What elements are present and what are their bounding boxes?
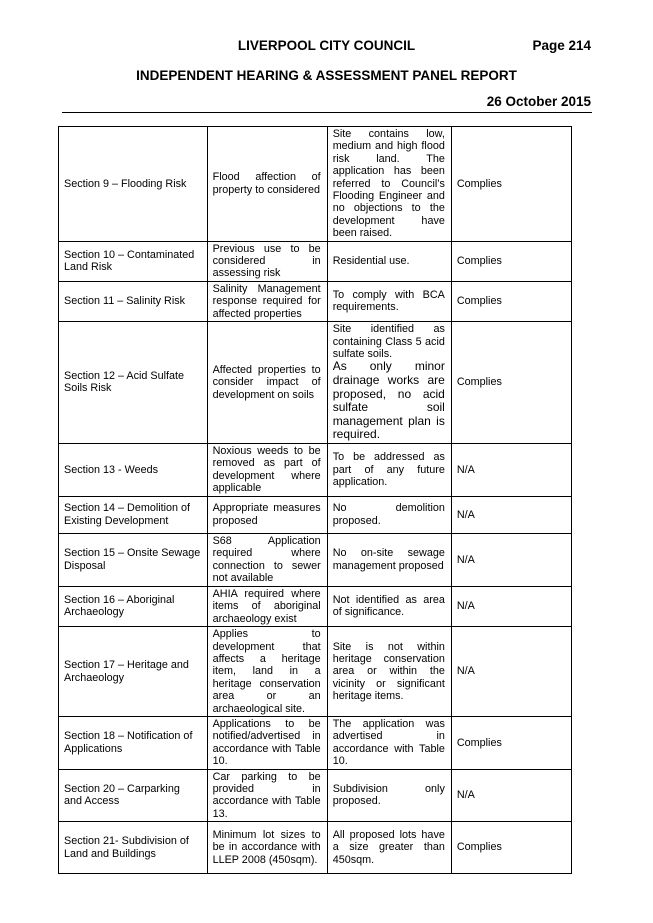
comment-cell: Site identified as containing Class 5 acid sulfate soils. As only minor drainage works are proposed, no acid sulfate soil management plan is required.: [327, 322, 451, 444]
comment-cell: All proposed lots have a size greater than 450sqm.: [327, 822, 451, 874]
report-date: 26 October 2015: [486, 94, 591, 109]
status-cell: N/A: [451, 443, 571, 496]
table-row: [59, 822, 572, 874]
section-cell: Section 13 - Weeds: [59, 443, 208, 496]
comment-cell: Not identified as area of significance.: [327, 586, 451, 626]
requirement-cell: S68 Application required where connection to sewer not available: [207, 533, 327, 586]
table-row: [59, 322, 572, 444]
requirement-cell: Salinity Management response required for affected properties: [207, 281, 327, 321]
status-cell: Complies: [451, 281, 571, 321]
status-cell: Complies: [451, 822, 571, 874]
comment-cell: The application was advertised in accordance with Table 10.: [327, 716, 451, 769]
requirement-cell: Applications to be notified/advertised in accordance with Table 10.: [207, 716, 327, 769]
table-row: [59, 443, 572, 496]
council-name: LIVERPOOL CITY COUNCIL: [237, 38, 416, 53]
table-row: [59, 586, 572, 626]
requirement-cell: Car parking to be provided in accordance with Table 13.: [207, 769, 327, 822]
comment-cell: Residential use.: [327, 241, 451, 281]
page-number: Page 214: [532, 38, 591, 53]
status-cell: N/A: [451, 496, 571, 533]
comment-cell: Site contains low, medium and high flood risk land. The application has been referred to Council’s Flooding Engineer and no objections to the development have been raised.: [327, 127, 451, 242]
requirement-cell: Previous use to be considered in assessing risk: [207, 241, 327, 281]
comment-cell: No demolition proposed.: [327, 496, 451, 533]
section-cell: Section 18 – Notification of Applications: [59, 716, 208, 769]
status-cell: N/A: [451, 533, 571, 586]
section-cell: Section 14 – Demolition of Existing Development: [59, 496, 208, 533]
comment-cell: No on-site sewage management proposed: [327, 533, 451, 586]
table-row: [59, 241, 572, 281]
section-cell: Section 15 – Onsite Sewage Disposal: [59, 533, 208, 586]
table-row: [59, 281, 572, 321]
status-cell: Complies: [451, 716, 571, 769]
requirement-cell: Flood affection of property to considered: [207, 127, 327, 242]
header-rule: [62, 112, 592, 113]
comment-cell: Site is not within heritage conservation area or within the vicinity or significant heritage items.: [327, 627, 451, 717]
section-cell: Section 10 – Contaminated Land Risk: [59, 241, 208, 281]
comment-cell: Subdivision only proposed.: [327, 769, 451, 822]
status-cell: Complies: [451, 322, 571, 444]
table-row: [59, 716, 572, 769]
table-row: [59, 533, 572, 586]
comment-cell: To be addressed as part of any future application.: [327, 443, 451, 496]
table-row: [59, 496, 572, 533]
table-row: [59, 769, 572, 822]
comment-cell: To comply with BCA requirements.: [327, 281, 451, 321]
status-cell: N/A: [451, 586, 571, 626]
section-cell: Section 11 – Salinity Risk: [59, 281, 208, 321]
section-cell: Section 20 – Carparking and Access: [59, 769, 208, 822]
section-cell: Section 16 – Aboriginal Archaeology: [59, 586, 208, 626]
section-cell: Section 12 – Acid Sulfate Soils Risk: [59, 322, 208, 444]
status-cell: Complies: [451, 241, 571, 281]
requirement-cell: Affected properties to consider impact of development on soils: [207, 322, 327, 444]
requirement-cell: Minimum lot sizes to be in accordance with LLEP 2008 (450sqm).: [207, 822, 327, 874]
status-cell: N/A: [451, 769, 571, 822]
table-row: [59, 627, 572, 717]
requirement-cell: Appropriate measures proposed: [207, 496, 327, 533]
status-cell: Complies: [451, 127, 571, 242]
requirement-cell: AHIA required where items of aboriginal archaeology exist: [207, 586, 327, 626]
table-row: [59, 127, 572, 242]
report-title: INDEPENDENT HEARING & ASSESSMENT PANEL REPORT: [136, 68, 517, 83]
requirement-cell: Applies to development that affects a heritage item, land in a heritage conservation area or an archaeological site.: [207, 627, 327, 717]
assessment-table: [58, 126, 572, 874]
requirement-cell: Noxious weeds to be removed as part of development where applicable: [207, 443, 327, 496]
section-cell: Section 9 – Flooding Risk: [59, 127, 208, 242]
section-cell: Section 17 – Heritage and Archaeology: [59, 627, 208, 717]
section-cell: Section 21- Subdivision of Land and Buildings: [59, 822, 208, 874]
status-cell: N/A: [451, 627, 571, 717]
